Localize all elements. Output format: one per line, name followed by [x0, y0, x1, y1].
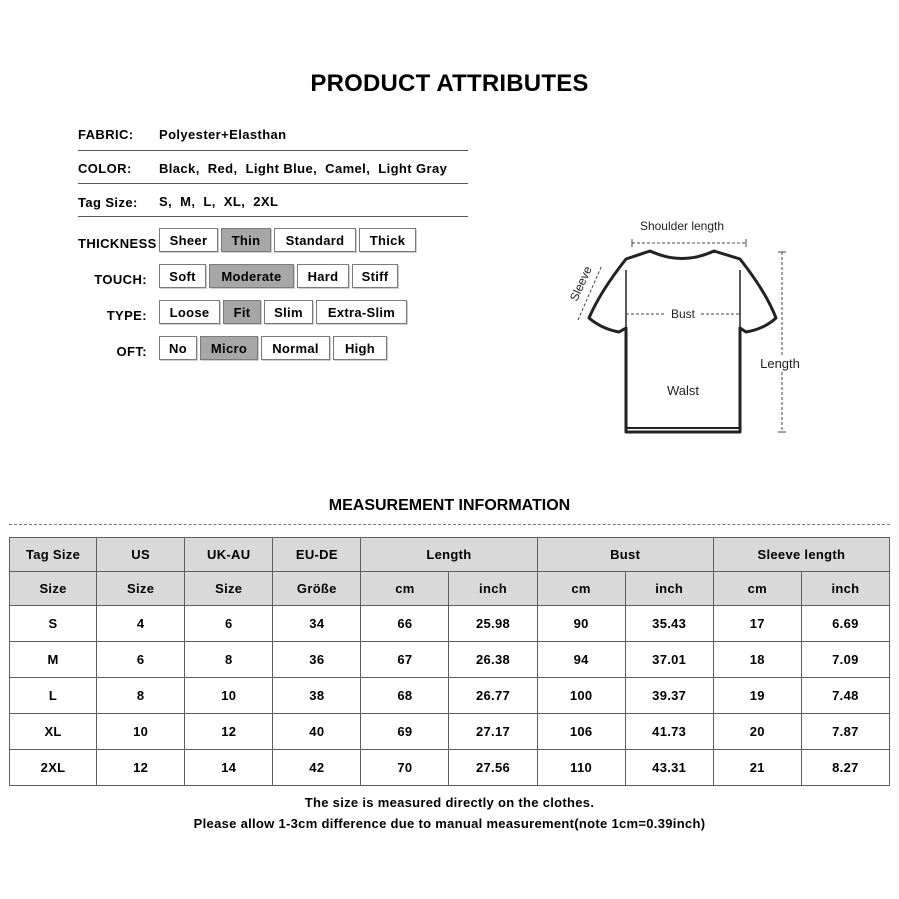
- table-cell: 12: [185, 714, 273, 750]
- thickness-label: THICKNESS: [78, 236, 157, 251]
- table-cell: 94: [537, 642, 625, 678]
- shoulder-label: Shoulder length: [639, 219, 725, 233]
- header-cell: inch: [625, 572, 713, 606]
- option-moderate: Moderate: [209, 264, 294, 288]
- table-cell: 7.48: [801, 678, 889, 714]
- fabric-value: [159, 127, 287, 142]
- table-cell: XL: [10, 714, 97, 750]
- divider: [78, 183, 468, 184]
- bust-label: Bust: [670, 307, 696, 321]
- table-cell: 10: [97, 714, 185, 750]
- color-value-item: , Light Gray: [366, 161, 447, 176]
- divider: [78, 150, 468, 151]
- option-hard: Hard: [297, 264, 349, 288]
- type-options: [159, 300, 407, 324]
- table-cell: 18: [713, 642, 801, 678]
- fabric-label: FABRIC:: [78, 127, 134, 142]
- option-loose: Loose: [159, 300, 220, 324]
- table-cell: 8: [97, 678, 185, 714]
- tshirt-diagram: [560, 210, 820, 445]
- table-cell: 8.27: [801, 750, 889, 786]
- table-cell: 39.37: [625, 678, 713, 714]
- option-normal: Normal: [261, 336, 330, 360]
- table-cell: 25.98: [449, 606, 537, 642]
- table-row: [10, 606, 890, 642]
- header-cell: US: [97, 538, 185, 572]
- color-value-item: Black: [159, 161, 196, 176]
- table-cell: 26.77: [449, 678, 537, 714]
- table-cell: 27.56: [449, 750, 537, 786]
- option-fit: Fit: [223, 300, 261, 324]
- table-cell: 36: [273, 642, 361, 678]
- option-no: No: [159, 336, 197, 360]
- table-cell: 70: [361, 750, 449, 786]
- table-cell: 7.09: [801, 642, 889, 678]
- option-standard: Standard: [274, 228, 356, 252]
- color-value-item: , Camel: [313, 161, 366, 176]
- oft-label: OFT:: [116, 344, 147, 359]
- table-cell: 10: [185, 678, 273, 714]
- table-cell: M: [10, 642, 97, 678]
- table-cell: 110: [537, 750, 625, 786]
- table-cell: 67: [361, 642, 449, 678]
- header-cell: Size: [10, 572, 97, 606]
- option-soft: Soft: [159, 264, 206, 288]
- tag-size-item: S: [159, 194, 169, 209]
- option-high: High: [333, 336, 387, 360]
- table-cell: 26.38: [449, 642, 537, 678]
- note-line-1: The size is measured directly on the clothes.: [304, 795, 595, 810]
- oft-options: [159, 336, 387, 360]
- waist-label: Walst: [666, 383, 700, 398]
- table-cell: 100: [537, 678, 625, 714]
- measurement-table: [9, 537, 890, 786]
- color-value-item: , Light Blue: [234, 161, 314, 176]
- table-row: [10, 642, 890, 678]
- touch-options: [159, 264, 398, 288]
- table-cell: 12: [97, 750, 185, 786]
- table-cell: 8: [185, 642, 273, 678]
- table-cell: 6: [97, 642, 185, 678]
- table-cell: 34: [273, 606, 361, 642]
- table-cell: 106: [537, 714, 625, 750]
- table-cell: 14: [185, 750, 273, 786]
- table-cell: 35.43: [625, 606, 713, 642]
- length-label: Length: [760, 356, 800, 371]
- tag-size-label: Tag Size:: [78, 195, 138, 210]
- type-label: TYPE:: [106, 308, 147, 323]
- tag-size-item: , XL: [212, 194, 241, 209]
- table-cell: S: [10, 606, 97, 642]
- tag-size-item: , M: [168, 194, 191, 209]
- table-row: [10, 750, 890, 786]
- color-value-item: , Red: [196, 161, 234, 176]
- sleeve-label: Sleeve: [566, 263, 595, 304]
- header-cell: cm: [537, 572, 625, 606]
- divider: [78, 216, 468, 217]
- fabric-value-item: Polyester+Elasthan: [159, 127, 287, 142]
- table-cell: 42: [273, 750, 361, 786]
- table-cell: 17: [713, 606, 801, 642]
- option-extra-slim: Extra-Slim: [316, 300, 407, 324]
- table-row: [10, 714, 890, 750]
- header-cell: Sleeve length: [713, 538, 889, 572]
- tag-size-item: , L: [191, 194, 211, 209]
- header-row-sub: [10, 572, 890, 606]
- header-cell: Size: [185, 572, 273, 606]
- table-cell: 19: [713, 678, 801, 714]
- page-title: PRODUCT ATTRIBUTES: [310, 70, 589, 97]
- table-cell: 6.69: [801, 606, 889, 642]
- header-cell: EU-DE: [273, 538, 361, 572]
- table-cell: 21: [713, 750, 801, 786]
- table-cell: 20: [713, 714, 801, 750]
- header-cell: cm: [713, 572, 801, 606]
- option-micro: Micro: [200, 336, 258, 360]
- header-cell: Length: [361, 538, 537, 572]
- touch-label: TOUCH:: [94, 272, 147, 287]
- header-cell: Size: [97, 572, 185, 606]
- header-cell: Größe: [273, 572, 361, 606]
- table-row: [10, 678, 890, 714]
- table-cell: 40: [273, 714, 361, 750]
- option-sheer: Sheer: [159, 228, 218, 252]
- color-label: COLOR:: [78, 161, 132, 176]
- color-values: [159, 161, 447, 176]
- table-cell: L: [10, 678, 97, 714]
- header-cell: inch: [801, 572, 889, 606]
- header-cell: cm: [361, 572, 449, 606]
- measurement-title: MEASUREMENT INFORMATION: [328, 497, 571, 514]
- tshirt-outline: [589, 251, 776, 432]
- dotted-divider: [9, 524, 890, 525]
- header-cell: inch: [449, 572, 537, 606]
- table-cell: 43.31: [625, 750, 713, 786]
- table-cell: 2XL: [10, 750, 97, 786]
- tag-size-values: [159, 194, 278, 209]
- table-cell: 41.73: [625, 714, 713, 750]
- option-stiff: Stiff: [352, 264, 398, 288]
- table-cell: 38: [273, 678, 361, 714]
- header-row-top: [10, 538, 890, 572]
- option-thin: Thin: [221, 228, 271, 252]
- option-thick: Thick: [359, 228, 416, 252]
- table-cell: 7.87: [801, 714, 889, 750]
- tag-size-item: , 2XL: [241, 194, 278, 209]
- table-cell: 4: [97, 606, 185, 642]
- table-cell: 6: [185, 606, 273, 642]
- header-cell: UK-AU: [185, 538, 273, 572]
- table-cell: 90: [537, 606, 625, 642]
- note-line-2: Please allow 1-3cm difference due to manual measurement(note 1cm=0.39inch): [193, 816, 706, 831]
- table-cell: 37.01: [625, 642, 713, 678]
- table-cell: 69: [361, 714, 449, 750]
- table-cell: 27.17: [449, 714, 537, 750]
- table-cell: 66: [361, 606, 449, 642]
- table-cell: 68: [361, 678, 449, 714]
- header-cell: Bust: [537, 538, 713, 572]
- option-slim: Slim: [264, 300, 313, 324]
- thickness-options: [159, 228, 416, 252]
- header-cell: Tag Size: [10, 538, 97, 572]
